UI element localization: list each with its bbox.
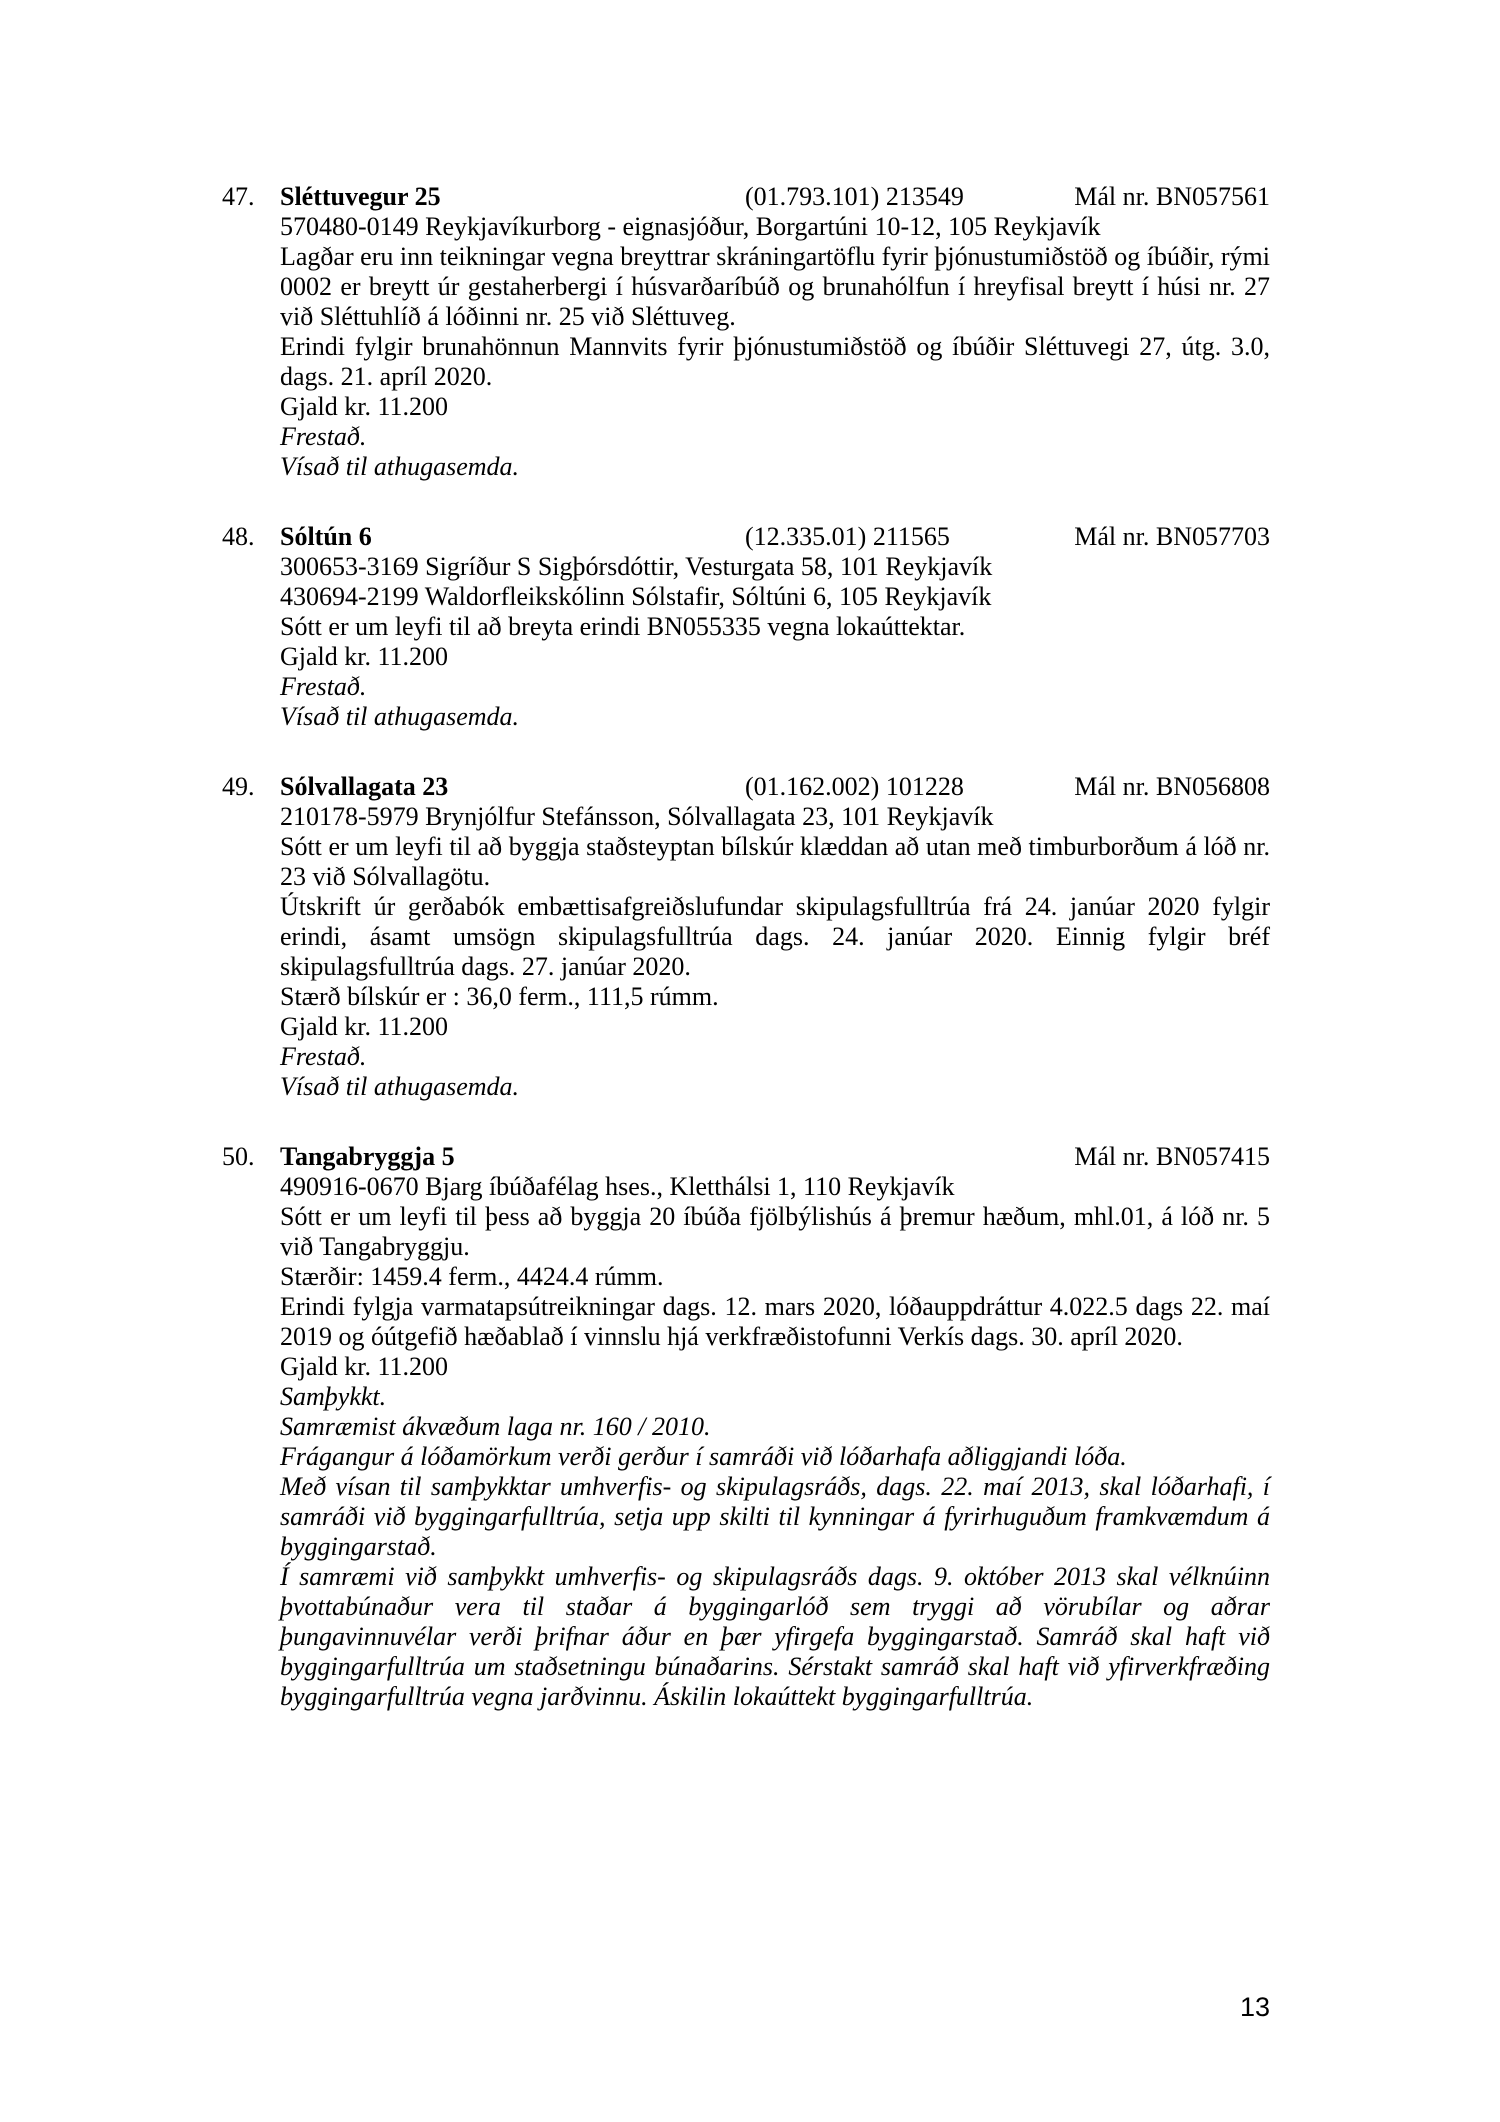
property-code: (01.793.101) 213549	[745, 182, 964, 211]
case-item-47	[222, 182, 1270, 482]
case-item-50	[222, 1142, 1270, 1712]
owner-line: 490916-0670 Bjarg íbúðafélag hses., Kletthálsi 1, 110 Reykjavík	[280, 1172, 955, 1201]
case-paragraphs	[280, 1202, 1270, 1712]
owner-line: 210178-5979 Brynjólfur Stefánsson, Sólvallagata 23, 101 Reykjavík	[280, 802, 994, 831]
case-paragraph: Erindi fylgja varmatapsútreikningar dags. 12. mars 2020, lóðauppdráttur 4.022.5 dags 22. maí 2019 og óútgefið hæðablað í vinnslu hjá verkfræðistofunni Verkís dags. 30. apríl 2020.	[280, 1292, 1270, 1351]
case-paragraph: Sótt er um leyfi til að breyta erindi BN055335 vegna lokaúttektar.	[280, 612, 966, 641]
case-paragraph: Vísað til athugasemda.	[280, 702, 520, 731]
case-paragraph: Frestað.	[280, 422, 367, 451]
minutes-content	[222, 182, 1270, 1712]
owner-lines	[280, 802, 1270, 832]
case-number: 49.	[222, 772, 255, 801]
property-code: (01.162.002) 101228	[745, 772, 964, 801]
owner-line: 570480-0149 Reykjavíkurborg - eignasjóður, Borgartúni 10-12, 105 Reykjavík	[280, 212, 1101, 241]
case-paragraph: Gjald kr. 11.200	[280, 1352, 449, 1381]
case-reference: Mál nr. BN056808	[1074, 772, 1270, 801]
case-paragraph: Frestað.	[280, 1042, 367, 1071]
case-paragraph: Gjald kr. 11.200	[280, 642, 449, 671]
case-header	[222, 522, 1270, 552]
case-paragraph: Vísað til athugasemda.	[280, 1072, 520, 1101]
case-paragraph: Vísað til athugasemda.	[280, 452, 520, 481]
case-paragraph: Stærðir: 1459.4 ferm., 4424.4 rúmm.	[280, 1262, 664, 1291]
case-header	[222, 182, 1270, 212]
case-number: 50.	[222, 1142, 255, 1171]
property-code: (12.335.01) 211565	[745, 522, 950, 551]
case-title: Tangabryggja 5	[280, 1142, 455, 1171]
case-number: 47.	[222, 182, 255, 211]
case-reference: Mál nr. BN057703	[1074, 522, 1270, 551]
case-paragraphs	[280, 242, 1270, 482]
case-header	[222, 772, 1270, 802]
case-title: Sólvallagata 23	[280, 772, 449, 801]
case-paragraph: Frestað.	[280, 672, 367, 701]
owner-lines	[280, 212, 1270, 242]
case-paragraph: Útskrift úr gerðabók embættisafgreiðslufundar skipulagsfulltrúa frá 24. janúar 2020 fylgir erindi, ásamt umsögn skipulagsfulltrúa dags. 24. janúar 2020. Einnig fylgir bréf skipulagsfulltrúa dags. 27. janúar 2020.	[280, 892, 1270, 981]
case-header	[222, 1142, 1270, 1172]
case-reference: Mál nr. BN057561	[1074, 182, 1270, 211]
case-title: Sóltún 6	[280, 522, 372, 551]
case-paragraph: Erindi fylgir brunahönnun Mannvits fyrir þjónustumiðstöð og íbúðir Sléttuvegi 27, útg. 3.0, dags. 21. apríl 2020.	[280, 332, 1270, 391]
case-item-49	[222, 772, 1270, 1102]
case-paragraphs	[280, 612, 1270, 732]
case-paragraph: Sótt er um leyfi til þess að byggja 20 íbúða fjölbýlishús á þremur hæðum, mhl.01, á lóð nr. 5 við Tangabryggju.	[280, 1202, 1270, 1261]
case-number: 48.	[222, 522, 255, 551]
case-paragraph: Frágangur á lóðamörkum verði gerður í samráði við lóðarhafa aðliggjandi lóða.	[280, 1442, 1127, 1471]
case-paragraph: Sótt er um leyfi til að byggja staðsteyptan bílskúr klæddan að utan með timburborðum á lóð nr. 23 við Sólvallagötu.	[280, 832, 1270, 891]
case-paragraph: Samræmist ákvæðum laga nr. 160 / 2010.	[280, 1412, 711, 1441]
case-paragraph: Gjald kr. 11.200	[280, 1012, 449, 1041]
case-title: Sléttuvegur 25	[280, 182, 441, 211]
owner-line: 300653-3169 Sigríður S Sigþórsdóttir, Vesturgata 58, 101 Reykjavík	[280, 552, 993, 581]
owner-lines	[280, 552, 1270, 612]
page-number: 13	[1239, 1992, 1270, 2022]
owner-line: 430694-2199 Waldorfleikskólinn Sólstafir, Sóltúni 6, 105 Reykjavík	[280, 582, 992, 611]
case-paragraph: Í samræmi við samþykkt umhverfis- og skipulagsráðs dags. 9. október 2013 skal vélknúinn þvottabúnaður vera til staðar á byggingarlóð sem tryggi að vörubílar og aðrar þungavinnuvélar verði þrifnar áður en þær yfirgefa byggingarstað. Samráð skal haft við byggingarfulltrúa um staðsetningu búnaðarins. Sérstakt samráð skal haft við yfirverkfræðing byggingarfulltrúa vegna jarðvinnu. Áskilin lokaúttekt byggingarfulltrúa.	[280, 1562, 1270, 1711]
case-paragraph: Stærð bílskúr er : 36,0 ferm., 111,5 rúmm.	[280, 982, 719, 1011]
owner-lines	[280, 1172, 1270, 1202]
case-paragraph: Gjald kr. 11.200	[280, 392, 449, 421]
case-paragraph: Lagðar eru inn teikningar vegna breyttrar skráningartöflu fyrir þjónustumiðstöð og íbúðir, rými 0002 er breytt úr gestaherbergi í húsvarðaríbúð og brunahólfun í hreyfisal breytt í húsi nr. 27 við Sléttuhlíð á lóðinni nr. 25 við Sléttuveg.	[280, 242, 1270, 331]
case-paragraph: Með vísan til samþykktar umhverfis- og skipulagsráðs, dags. 22. maí 2013, skal lóðarhafi, í samráði við byggingarfulltrúa, setja upp skilti til kynningar á fyrirhuguðum framkvæmdum á byggingarstað.	[280, 1472, 1270, 1561]
case-paragraph: Samþykkt.	[280, 1382, 387, 1411]
case-reference: Mál nr. BN057415	[1074, 1142, 1270, 1171]
case-item-48	[222, 522, 1270, 732]
case-paragraphs	[280, 832, 1270, 1102]
